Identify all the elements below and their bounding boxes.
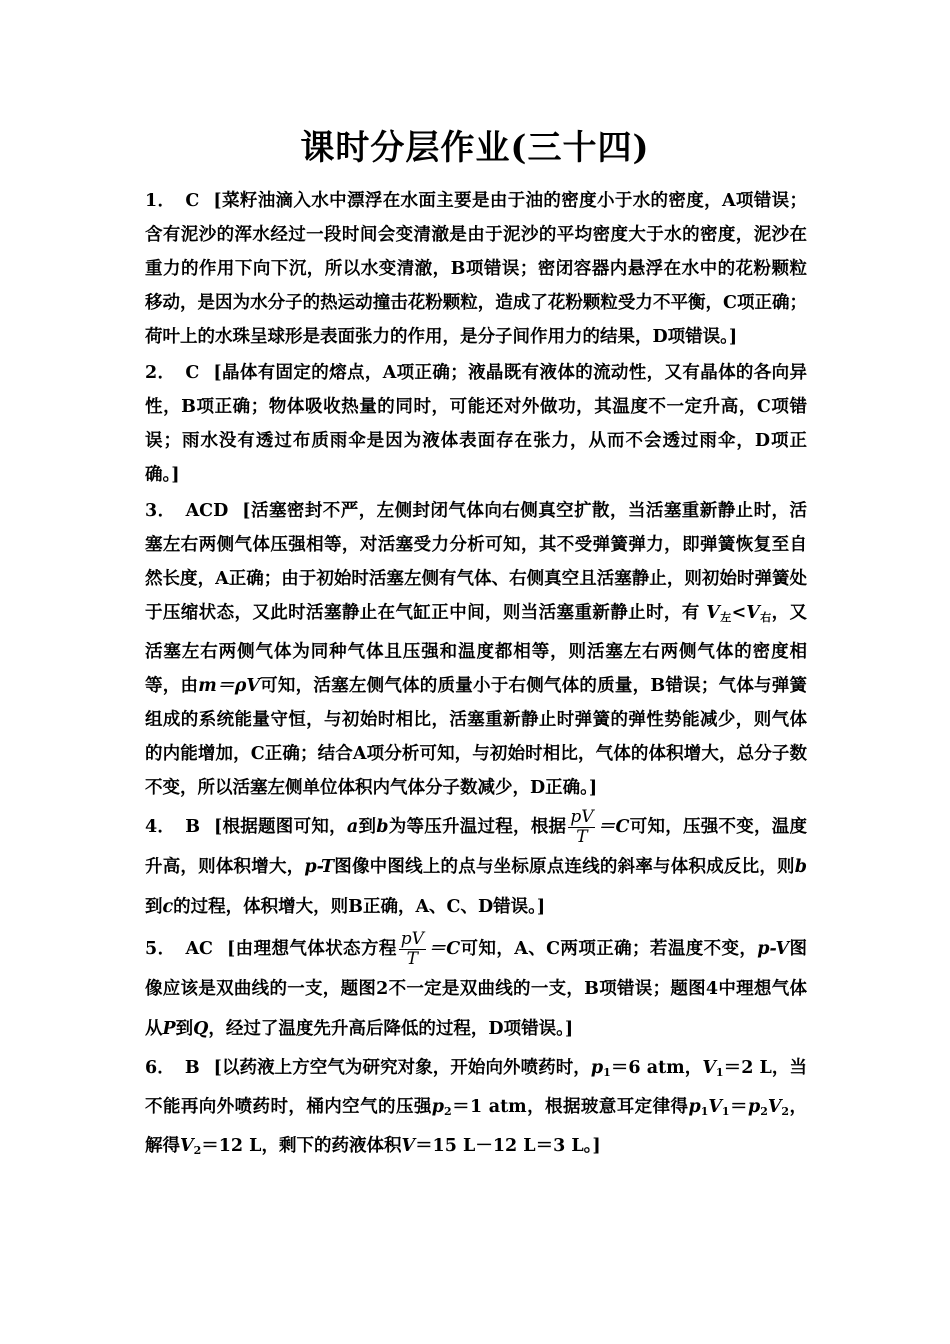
answer-item-4 bbox=[145, 807, 807, 927]
answer-item-2 bbox=[145, 356, 807, 492]
word-to: 到 bbox=[145, 897, 163, 917]
item-number: 3． bbox=[145, 501, 176, 521]
expr: ＝15 L－12 L＝3 L。] bbox=[415, 1136, 601, 1156]
item-explanation: [菜籽油滴入水中漂浮在水面主要是由于油的密度小于水的密度，A项错误；含有泥沙的浑水经过一段时间会变清澈是由于泥沙的平均密度大于水的密度，泥沙在重力的作用下向下沉，所以水变清澈，B项错误；密闭容器内悬浮在水中的花粉颗粒移动，是因为水分子的热运动撞击花粉颗粒，造成了花粉颗粒受力不平衡，C项正确；荷叶上的水珠呈球形是表面张力的作用，是分子间作用力的结果，D项错误。] bbox=[145, 191, 807, 347]
var-pt: p-T bbox=[304, 857, 335, 877]
item-explanation-cont: ，经过了温度先升高后降低的过程，D项错误。] bbox=[208, 1019, 574, 1039]
var-v: V bbox=[702, 1058, 716, 1078]
item-number: 2． bbox=[145, 363, 176, 383]
fraction-pv-over-t bbox=[399, 930, 426, 969]
item-explanation: [由理想气体状态方程 bbox=[227, 939, 397, 959]
item-explanation-cont: 图像中图线上的点与坐标原点连线的斜率与体积成反比，则 bbox=[334, 857, 795, 877]
item-explanation-cont: 图像应该是双曲线的一支，题图2不一定是双曲线的一支，B项错误；题图4中理想气体从 bbox=[145, 939, 808, 1039]
item-answer: B bbox=[185, 817, 200, 837]
subscript: 1 bbox=[715, 1066, 724, 1079]
expr: ＝2 L， bbox=[723, 1058, 790, 1078]
var-a: a bbox=[346, 817, 359, 837]
item-answer: C bbox=[185, 191, 200, 211]
item-answer: AC bbox=[185, 939, 213, 959]
item-number: 6． bbox=[145, 1058, 175, 1078]
var-p: p bbox=[431, 1097, 445, 1117]
answer-item-3 bbox=[145, 494, 807, 805]
item-number: 4． bbox=[145, 817, 176, 837]
subscript: 1 bbox=[721, 1105, 730, 1118]
fraction-denominator: T bbox=[406, 949, 418, 969]
var-p: P bbox=[162, 1019, 176, 1039]
word-to: 到 bbox=[175, 1019, 194, 1039]
var-pv: p-V bbox=[757, 939, 790, 959]
var-v: V bbox=[708, 1097, 722, 1117]
item-explanation: [活塞密封不严，左侧封闭气体向右侧真空扩散，当活塞重新静止时，活塞左右两侧气体压强相等，对活塞受力分析可知，其不受弹簧弹力，即弹簧恢复至自然长度，A正确；由于初始时活塞左侧有气体、右侧真空且活塞静止，则初始时弹簧处于压缩状态，又此时活塞静止在气缸正中间，则当活塞重新静止时，有 bbox=[145, 501, 807, 623]
var-v: V bbox=[180, 1136, 194, 1156]
item-answer: B bbox=[184, 1058, 200, 1078]
item-explanation: [以药液上方空气为研究对象，开始向外喷药时， bbox=[213, 1058, 591, 1078]
var-p: p bbox=[590, 1058, 604, 1078]
expr: ，解得 bbox=[145, 1097, 808, 1156]
var-v: V bbox=[706, 603, 720, 623]
expr: ＝1 atm，根据玻意耳定律得 bbox=[451, 1097, 689, 1117]
item-number: 1． bbox=[145, 191, 176, 211]
expr: ＝6 atm， bbox=[610, 1058, 703, 1078]
var-b: b bbox=[794, 857, 808, 877]
word-to: 到 bbox=[358, 817, 377, 837]
item-explanation-cont: ，又活塞左右两侧气体为同种气体且压强和温度都相等，则活塞左右两侧气体的密度相等，由 bbox=[145, 603, 808, 696]
var-v: V bbox=[746, 603, 760, 623]
equals-c: ＝C bbox=[427, 939, 461, 959]
item-answer: C bbox=[185, 363, 200, 383]
answer-item-1 bbox=[145, 184, 807, 354]
expr: ＝12 L，剩下的药液体积 bbox=[201, 1136, 402, 1156]
answer-item-6 bbox=[145, 1051, 807, 1168]
answer-item-5 bbox=[145, 929, 807, 1049]
item-explanation-cont: 的过程，体积增大，则B正确，A、C、D错误。] bbox=[173, 897, 546, 917]
equals-c: ＝C bbox=[597, 817, 630, 837]
less-than: < bbox=[731, 603, 747, 623]
item-explanation-cont: 可知，A、C两项正确；若温度不变， bbox=[460, 939, 758, 959]
subscript: 1 bbox=[603, 1066, 611, 1079]
density-formula: m＝ρV bbox=[198, 676, 260, 696]
subscript: 2 bbox=[760, 1105, 768, 1118]
subscript: 2 bbox=[193, 1144, 202, 1157]
subscript-right: 右 bbox=[759, 611, 772, 624]
item-explanation-cont: 可知，压强不变，温度升高，则体积增大， bbox=[145, 817, 808, 877]
item-explanation: [晶体有固定的熔点，A项正确；液晶既有液体的流动性，又有晶体的各向异性，B项正确；物体吸收热量的同时，可能还对外做功，其温度不一定升高，C项错误；雨水没有透过布质雨伞是因为液体表面存在张力，从而不会透过雨伞，D项正确。] bbox=[145, 363, 807, 485]
item-number: 5． bbox=[145, 939, 176, 959]
var-q: Q bbox=[193, 1019, 209, 1039]
page-title: 课时分层作业(三十四) bbox=[300, 128, 650, 168]
item-explanation-cont: 为等压升温过程，根据 bbox=[388, 817, 567, 837]
subscript: 2 bbox=[781, 1105, 790, 1118]
item-answer: ACD bbox=[185, 501, 229, 521]
fraction-pv-over-t bbox=[568, 808, 595, 847]
answer-list bbox=[145, 184, 807, 1170]
var-p: p bbox=[688, 1097, 701, 1117]
var-c: c bbox=[162, 897, 174, 917]
item-explanation-cont: 可知，活塞左侧气体的质量小于右侧气体的质量，B错误；气体与弹簧组成的系统能量守恒，与初始时相比，活塞重新静止时弹簧的弹性势能减少，则气体的内能增加，C正确；结合A项分析可知，与初始时相比，气体的体积增大，总分子数不变，所以活塞左侧单位体积内气体分子数减少，D正确。] bbox=[145, 676, 808, 798]
subscript-left: 左 bbox=[719, 611, 732, 624]
fraction-numerator: pV bbox=[570, 807, 594, 827]
item-explanation: [根据题图可知， bbox=[214, 817, 347, 837]
subscript: 2 bbox=[444, 1105, 452, 1118]
var-v: V bbox=[401, 1136, 416, 1156]
fraction-denominator: T bbox=[576, 827, 588, 847]
var-v: V bbox=[767, 1097, 782, 1117]
item-explanation-cont: 当不能再向外喷药时，桶内空气的压强 bbox=[145, 1058, 807, 1117]
subscript: 1 bbox=[700, 1105, 709, 1118]
var-p: p bbox=[747, 1097, 761, 1117]
expr: ＝ bbox=[729, 1097, 748, 1117]
fraction-numerator: pV bbox=[400, 929, 424, 949]
var-b: b bbox=[376, 817, 389, 837]
